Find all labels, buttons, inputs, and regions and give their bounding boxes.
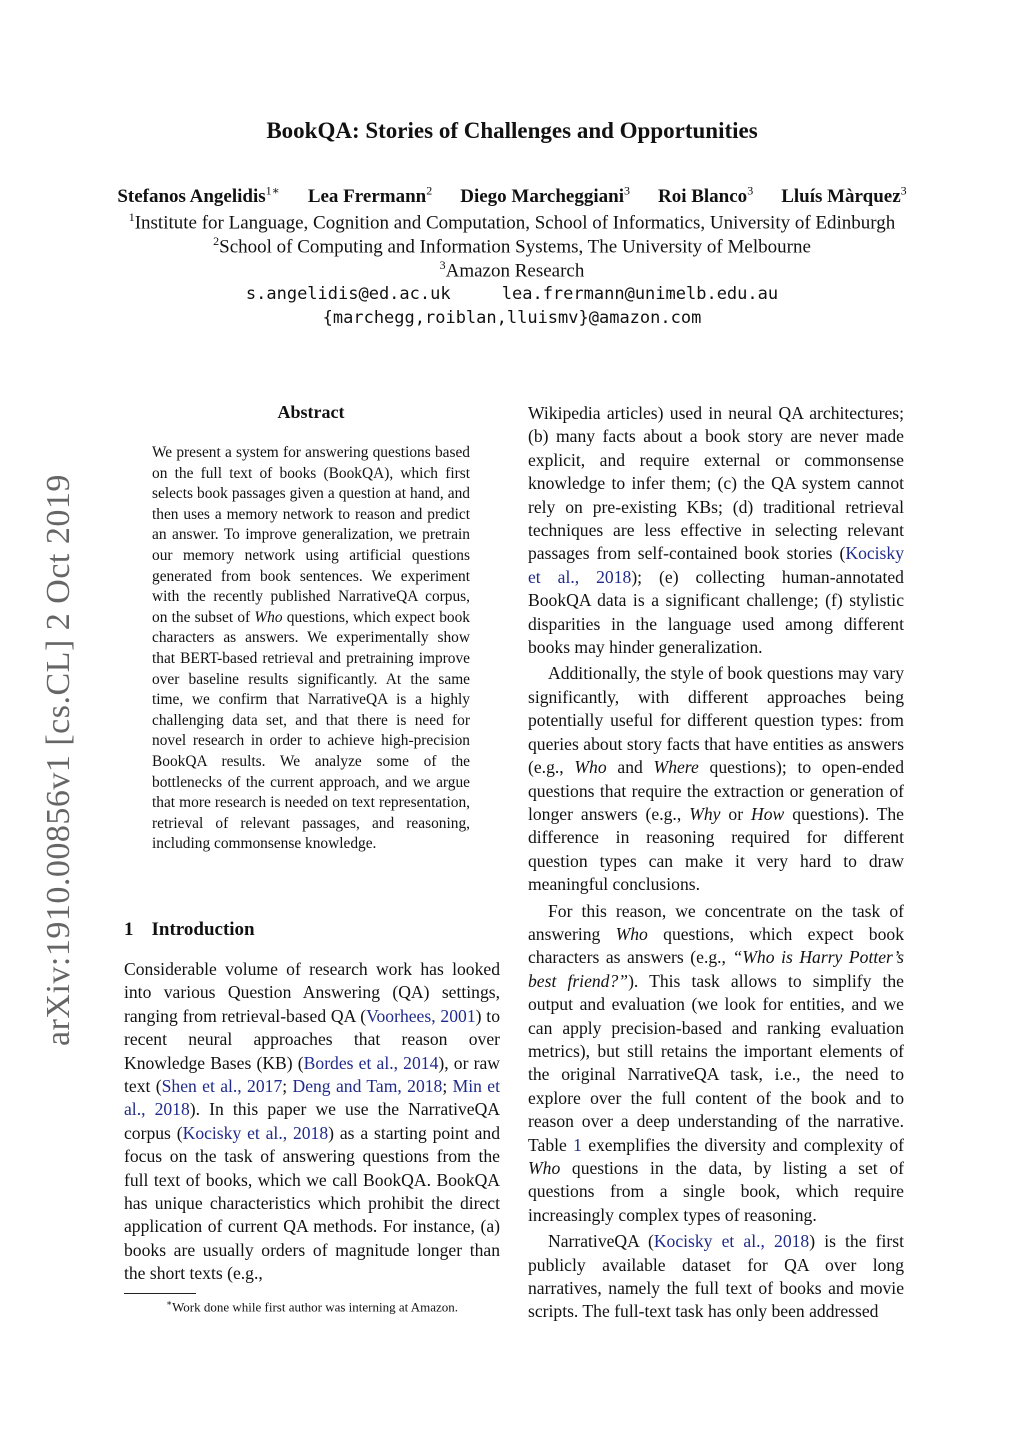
email-line-1: s.angelidis@ed.ac.uk lea.frermann@unimelb.edu.au	[245, 284, 779, 304]
author-list	[0, 184, 1024, 208]
citation-link[interactable]: Kocisky et al., 2018	[653, 1231, 810, 1252]
citation-link[interactable]: Kocisky et al., 2018	[528, 543, 904, 587]
paper-title: BookQA: Stories of Challenges and Opportunities	[266, 118, 758, 143]
paragraph: NarrativeQA (Kocisky et al., 2018) is the first publicly available dataset for QA over long narratives, namely the full text of books and movie scripts. The full-text task has only been addressed	[528, 1231, 904, 1322]
citation-link[interactable]: Deng and Tam, 2018	[292, 1076, 443, 1097]
author: Stefanos Angelidis$^{1∗}$	[117, 184, 280, 208]
citation-link[interactable]: Kocisky et al., 2018	[182, 1122, 329, 1143]
footnote: ∗Work done while first author was interning at Amazon.	[165, 1298, 459, 1315]
citation-link[interactable]: Shen et al., 2017	[161, 1076, 283, 1097]
author: Lluís Màrquez$^3$	[781, 184, 907, 208]
author: Lea Frermann$^2$	[307, 184, 433, 208]
affiliation-2: $^2$School of Computing and Information Systems, The University of Melbourne	[213, 234, 811, 258]
citation-link[interactable]: Bordes et al., 2014	[303, 1052, 439, 1073]
paragraph: For this reason, we concentrate on the task of answering Who questions, which expect book characters as answers (e.g., “Who is Harry Potter’s best friend?”). This task allows to simplify the output and evaluation (we look for entities, and we can apply precision-based and ranking evaluation metrics), but still retains the important elements of the original NarrativeQA task, i.e., the need to explore over the full content of the book and to reason over a deep understanding of the narrative. Table 1 exemplifies the diversity and complexity of Who questions in the data, by listing a set of questions from a single book, which require increasingly complex types of reasoning.	[528, 900, 904, 1225]
paragraph: Additionally, the style of book questions may vary significantly, with different approaches being potentially useful for different question types: from queries about story facts that have entities as answers (e.g., Who and Where questions); to open-ended questions that require the extraction or generation of longer answers (e.g., Why or How questions). The difference in reasoning required for different question types can make it very hard to draw meaningful conclusions.	[528, 663, 904, 895]
paragraph: Wikipedia articles) used in neural QA architectures; (b) many facts about a book story are never made explicit, and require external or commonsense knowledge to infer them; (c) the QA system cannot rely on pre-existing KBs; (d) traditional retrieval techniques are less effective in selecting relevant passages from self-contained book stories (Kocisky et al., 2018); (e) collecting human-annotated BookQA data is a significant challenge; (f) stylistic disparities in the language used among different books may hinder generalization.	[528, 403, 904, 658]
abstract-heading: Abstract	[277, 402, 345, 422]
section-heading-introduction: 1 Introduction	[124, 919, 255, 940]
introduction-paragraph: Considerable volume of research work has looked into various Question Answering (QA) settings, ranging from retrieval-based QA (Voorhees, 2001) to recent neural approaches that reason over Knowledge Bases (KB) (Bordes et al., 2014), or raw text (Shen et al., 2017; Deng and Tam, 2018; Min et al., 2018). In this paper we use the NarrativeQA corpus (Kocisky et al., 2018) as a starting point and focus on the task of answering questions from the full text of books, which we call BookQA. BookQA has unique characteristics which prohibit the direct application of current QA methods. For instance, (a) books are usually orders of magnitude longer than the short texts (e.g.,	[124, 959, 500, 1284]
table-reference-link[interactable]: 1	[573, 1134, 582, 1155]
abstract-body: We present a system for answering questions based on the full text of books (BookQA), which first selects book passages given a question at hand, and then uses a memory network to reason and predict an answer. To improve generalization, we pretrain our memory network using artificial questions generated from book sentences. We experiment with the recently published NarrativeQA corpus, on the subset of Who questions, which expect book characters as answers. We experimentally show that BERT-based retrieval and pretraining improve over baseline results significantly. At the same time, we confirm that NarrativeQA is a highly challenging data set, and that there is need for novel research in order to achieve high-precision BookQA results. We analyze some of the bottlenecks of the current approach, and we argue that more research is needed on text representation, retrieval of relevant passages, and reasoning, including commonsense knowledge.	[152, 444, 470, 853]
citation-link[interactable]: Min et al., 2018	[124, 1076, 500, 1120]
email-line-2: {marchegg,roiblan,lluismv}@amazon.com	[322, 308, 702, 328]
citation-link[interactable]: Voorhees, 2001	[366, 1005, 476, 1026]
author: Roi Blanco$^3$	[657, 184, 754, 208]
author: Diego Marcheggiani$^3$	[460, 184, 630, 208]
affiliation-3: $^3$Amazon Research	[439, 258, 585, 282]
arxiv-identifier: arXiv:1910.00856v1 [cs.CL] 2 Oct 2019	[40, 474, 77, 1046]
right-column	[528, 402, 904, 1324]
affiliation-1: $^1$Institute for Language, Cognition and Computation, School of Informatics, University of Edinburgh	[128, 210, 896, 234]
footnote-rule	[124, 1293, 196, 1294]
